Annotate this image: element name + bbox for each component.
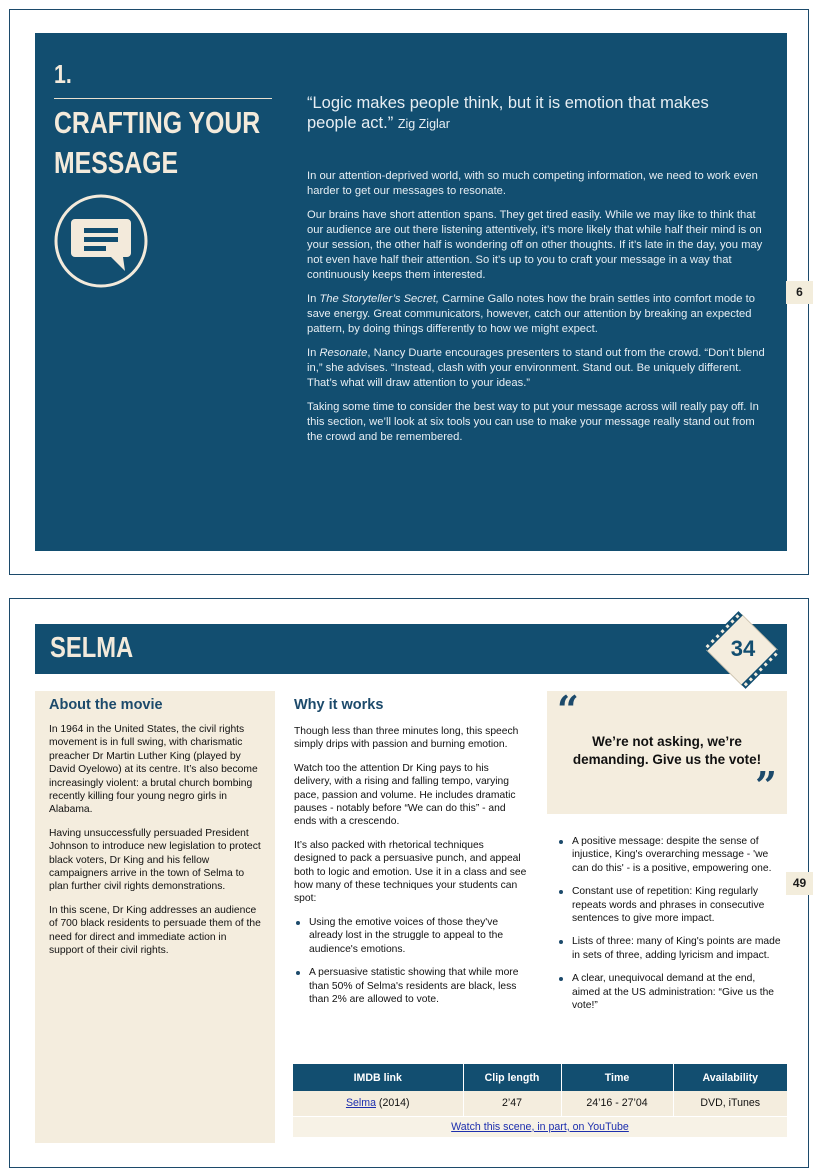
paragraph: Though less than three minutes long, this speech simply drips with passion and burning emotion. <box>294 726 519 751</box>
imdb-cell <box>293 1091 463 1116</box>
quote-author: Zig Ziglar <box>397 117 450 131</box>
section-panel <box>35 33 787 551</box>
paragraph: In The Storyteller’s Secret, Carmine Gallo notes how the brain settles into comfort mode to save energy. Great communicators, however, catch our attention by breaking an expected pattern, by doing things differently to how we might expect. <box>307 293 755 335</box>
intro-text <box>307 169 770 454</box>
page-number: 6 <box>786 281 813 304</box>
paragraph: It’s also packed with rhetorical techniques designed to pack a persuasive punch, and appeal both to logic and emotion. Use it in a class and see how many of these techniques your students can spot: <box>294 839 527 905</box>
table-header-row <box>293 1064 787 1091</box>
paragraph: In Resonate, Nancy Duarte encourages presenters to stand out from the crowd. “Don’t blend in,” she advises. “Instead, clash with your environment. Stand out. Be uniquely different. That’s what will draw attention to your ideas.” <box>307 347 765 389</box>
speech-bubble-icon <box>53 193 149 289</box>
list-item: Constant use of repetition: King regularly repeats words and phrases in consecutive sentences to give more impact. <box>557 885 783 925</box>
about-heading: About the movie <box>49 697 163 713</box>
paragraph: Our brains have short attention spans. They get tired easily. While we may like to think that our audience are out there listening attentively, it’s more likely that while half their mind is on your session, the other half is wondering off on other thoughts. If it’s late in the day, you may not even have half their attention. So it’s up to you to craft your message in a way that continuously keeps them interested. <box>307 209 763 281</box>
title-bar <box>35 624 787 674</box>
col-imdb-link: IMDB link <box>293 1064 463 1091</box>
list-item: A persuasive statistic showing that while more than 50% of Selma's residents are black, less than 2% are allowed to vote. <box>294 966 528 1006</box>
pull-quote-text: We’re not asking, we’re demanding. Give us the vote! <box>572 734 762 767</box>
why-heading: Why it works <box>294 697 384 713</box>
imdb-year: (2014) <box>375 1097 410 1110</box>
paragraph: In this scene, Dr King addresses an audience of 700 black residents to persuade them of the need for direct and immediate action in support of their civil rights. <box>49 904 261 957</box>
availability-cell: DVD, iTunes <box>673 1091 787 1116</box>
book-title: The Storyteller’s Secret, <box>319 293 440 305</box>
youtube-link[interactable]: Watch this scene, in part, on YouTube <box>451 1120 629 1133</box>
points-list <box>557 835 783 1022</box>
page-2 <box>9 598 809 1168</box>
col-clip-length: Clip length <box>463 1064 561 1091</box>
quote-text: “Logic makes people think, but it is emotion that makes people act.” <box>307 94 709 132</box>
about-panel <box>35 691 275 1143</box>
paragraph: Having unsuccessfully persuaded President Johnson to introduce new legislation to protect black voters, Dr King and his fellow campaigners arrive in the town of Selma to plan further civil rights demonstrations. <box>49 827 261 893</box>
page-number: 49 <box>786 872 813 895</box>
paragraph: In 1964 in the United States, the civil rights movement is in full swing, with charismatic preacher Dr Martin Luther King (played by David Oyelowo) at its centre. It’s also become increasingly violent: a brutal church bombing recently killing four young negro girls in Alabama. <box>49 724 258 816</box>
movie-title: SELMA <box>50 632 134 664</box>
list-item: Using the emotive voices of those they've already lost in the struggle to appeal to the audience's emotions. <box>294 916 528 956</box>
pull-quote <box>547 687 787 814</box>
section-title: CRAFTING YOUR MESSAGE <box>54 105 261 180</box>
col-availability: Availability <box>673 1064 787 1091</box>
section-number: 1. <box>54 59 72 89</box>
list-item: Lists of three: many of King's points are made in sets of three, adding lyricism and impact. <box>557 935 783 962</box>
paragraph: In our attention-deprived world, with so much competing information, we need to work even harder to get our messages to resonate. <box>307 170 758 197</box>
paragraph: Taking some time to consider the best way to put your message across will really pay off. In this section, we’ll look at six tools you can use to make your message really stand out from the crowd and be remembered. <box>307 401 759 443</box>
badge-number: 34 <box>730 636 756 661</box>
youtube-row <box>293 1116 787 1137</box>
table-row <box>293 1091 787 1116</box>
list-item: A clear, unequivocal demand at the end, aimed at the US administration: “Give us the vote!” <box>557 972 783 1012</box>
book-title: Resonate <box>319 347 368 359</box>
why-it-works-section <box>294 697 528 1016</box>
page-1 <box>9 9 809 575</box>
open-quote-icon: “ <box>557 687 579 732</box>
list-item: A positive message: despite the sense of injustice, King's overarching message - 'we can do this' - is a positive, empowering one. <box>557 835 783 875</box>
paragraph: Watch too the attention Dr King pays to his delivery, with a rising and falling tempo, varying pace, passion and volume. He includes dramatic pauses - notably before “We can do this” - and ends with a crescendo. <box>294 762 516 828</box>
col-time: Time <box>561 1064 673 1091</box>
time-cell: 24’16 - 27’04 <box>561 1091 673 1116</box>
section-divider <box>54 98 272 99</box>
close-quote-icon: ” <box>755 763 777 808</box>
clip-info-table <box>293 1064 787 1137</box>
film-strip-badge <box>697 605 787 695</box>
opening-quote <box>307 93 757 134</box>
imdb-link[interactable]: Selma <box>345 1097 376 1110</box>
clip-length-cell: 2’47 <box>463 1091 561 1116</box>
technique-list <box>294 916 528 1006</box>
